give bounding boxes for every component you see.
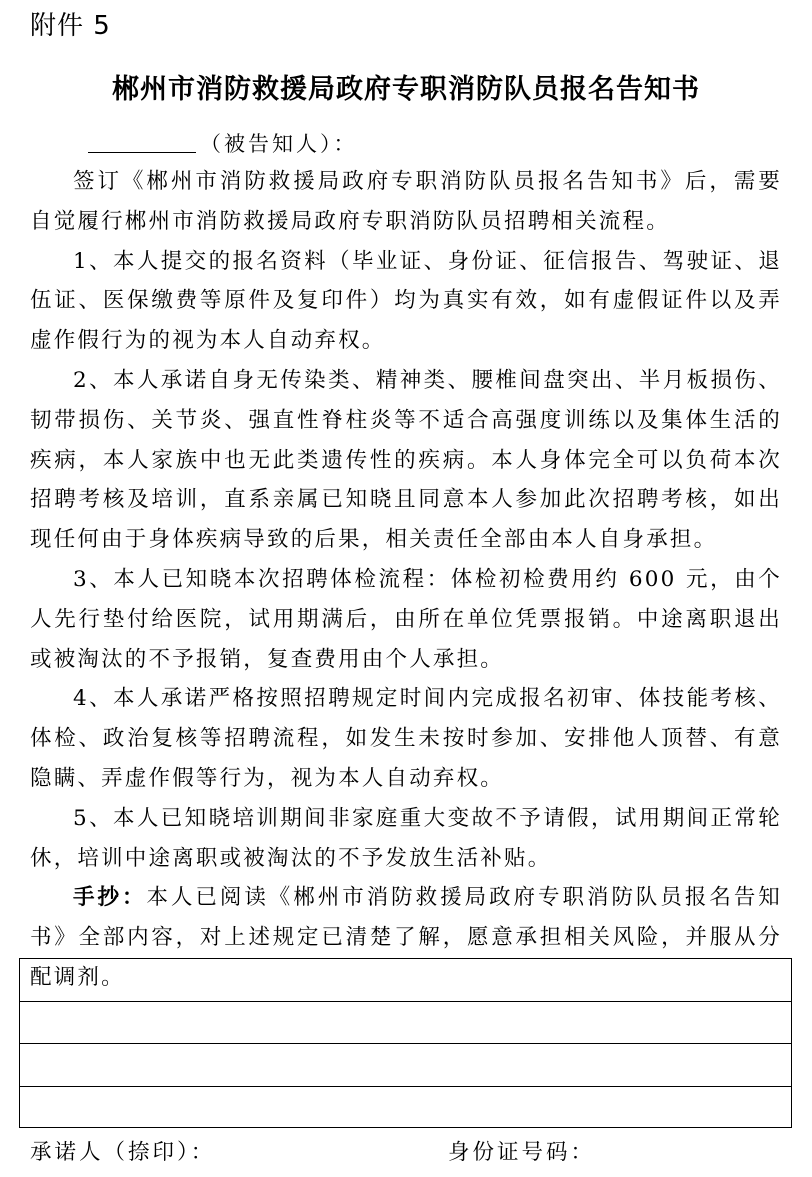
document-title: 郴州市消防救援局政府专职消防队员报名告知书: [112, 74, 700, 105]
notice-body: [30, 162, 782, 998]
handcopy-label: 手抄：: [73, 885, 147, 911]
addressee-label: （被告知人）：: [200, 132, 358, 156]
item-4-paragraph: 4、本人承诺严格按照招聘规定时间内完成报名初审、体技能考核、体检、政治复核等招聘流程，如发生未按时参加、安排他人顶替、有意隐瞒、弄虚作假等行为，视为本人自动弃权。: [30, 686, 782, 791]
id-number-label: 身份证号码：: [448, 1140, 596, 1165]
addressee-blank[interactable]: [88, 130, 196, 153]
item-2-paragraph: 2、本人承诺自身无传染类、精神类、腰椎间盘突出、半月板损伤、韧带损伤、关节炎、强直性脊柱炎等不适合高强度训练以及集体生活的疾病，本人家族中也无此类遗传性的疾病。本人身体完全可以负荷本次招聘考核及培训，直系亲属已知晓且同意本人参加此次招聘考核，如出现任何由于身体疾病导致的后果，相关责任全部由本人自身承担。: [30, 367, 782, 553]
handcopy-text: 本人已阅读《郴州市消防救援局政府专职消防队员报名告知书》全部内容，对上述规定已清楚了解，愿意承担相关风险，并服从分配调剂。: [30, 885, 783, 990]
handcopy-writing-box[interactable]: [19, 958, 792, 1128]
writing-line[interactable]: [20, 959, 791, 1002]
writing-line[interactable]: [20, 1087, 791, 1130]
addressee-line: [88, 128, 358, 160]
promiser-signature-label: 承诺人（捺印）：: [30, 1140, 216, 1165]
writing-line[interactable]: [20, 1002, 791, 1045]
attachment-label: 附件 5: [30, 11, 111, 41]
item-1-paragraph: 1、本人提交的报名资料（毕业证、身份证、征信报告、驾驶证、退伍证、医保缴费等原件及复印件）均为真实有效，如有虚假证件以及弄虚作假行为的视为本人自动弃权。: [30, 248, 782, 354]
writing-line[interactable]: [20, 1044, 791, 1087]
intro-paragraph: 签订《郴州市消防救援局政府专职消防队员报名告知书》后，需要自觉履行郴州市消防救援局政府专职消防队员招聘相关流程。: [30, 169, 782, 234]
item-5-paragraph: 5、本人已知晓培训期间非家庭重大变故不予请假，试用期间正常轮休，培训中途离职或被淘汰的不予发放生活补贴。: [30, 805, 782, 871]
item-3-paragraph: 3、本人已知晓本次招聘体检流程：体检初检费用约 600 元，由个人先行垫付给医院，试用期满后，由所在单位凭票报销。中途离职退出或被淘汰的不予报销，复查费用由个人承担。: [30, 566, 782, 672]
